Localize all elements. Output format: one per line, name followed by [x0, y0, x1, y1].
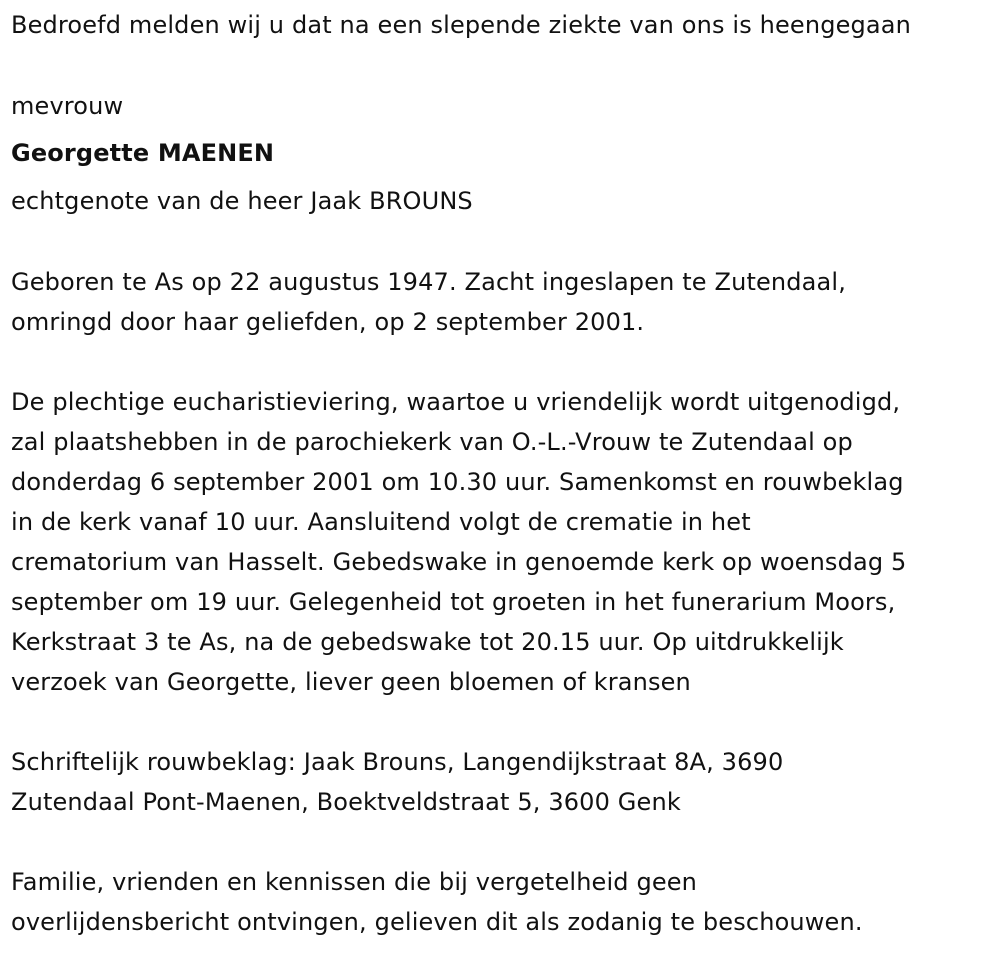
condolence-line-2: Zutendaal Pont-Maenen, Boektveldstraat 5, 3600 Genk: [11, 788, 681, 816]
birth-death-line-1: Geboren te As op 22 augustus 1947. Zacht ingeslapen te Zutendaal,: [11, 268, 846, 296]
closing-line-1: Familie, vrienden en kennissen die bij vergetelheid geen: [11, 868, 698, 896]
ceremony-line-4: in de kerk vanaf 10 uur. Aansluitend volgt de crematie in het: [11, 508, 751, 536]
ceremony-line-6: september om 19 uur. Gelegenheid tot groeten in het funerarium Moors,: [11, 588, 896, 616]
intro-text: Bedroefd melden wij u dat na een slepende ziekte van ons is heengegaan: [11, 11, 911, 39]
closing-line-2: overlijdensbericht ontvingen, gelieven dit als zodanig te beschouwen.: [11, 908, 863, 936]
honorific: mevrouw: [11, 92, 124, 120]
spouse-line: echtgenote van de heer Jaak BROUNS: [11, 187, 473, 215]
ceremony-line-7: Kerkstraat 3 te As, na de gebedswake tot 20.15 uur. Op uitdrukkelijk: [11, 628, 844, 656]
birth-death-line-2: omringd door haar geliefden, op 2 september 2001.: [11, 308, 645, 336]
ceremony-line-8: verzoek van Georgette, liever geen bloemen of kransen: [11, 668, 691, 696]
ceremony-line-3: donderdag 6 september 2001 om 10.30 uur. Samenkomst en rouwbeklag: [11, 468, 904, 496]
ceremony-line-5: crematorium van Hasselt. Gebedswake in genoemde kerk op woensdag 5: [11, 548, 907, 576]
condolence-line-1: Schriftelijk rouwbeklag: Jaak Brouns, Langendijkstraat 8A, 3690: [11, 748, 784, 776]
ceremony-line-1: De plechtige eucharistieviering, waartoe u vriendelijk wordt uitgenodigd,: [11, 388, 901, 416]
ceremony-line-2: zal plaatshebben in de parochiekerk van O.-L.-Vrouw te Zutendaal op: [11, 428, 853, 456]
deceased-name: Georgette MAENEN: [11, 139, 275, 167]
